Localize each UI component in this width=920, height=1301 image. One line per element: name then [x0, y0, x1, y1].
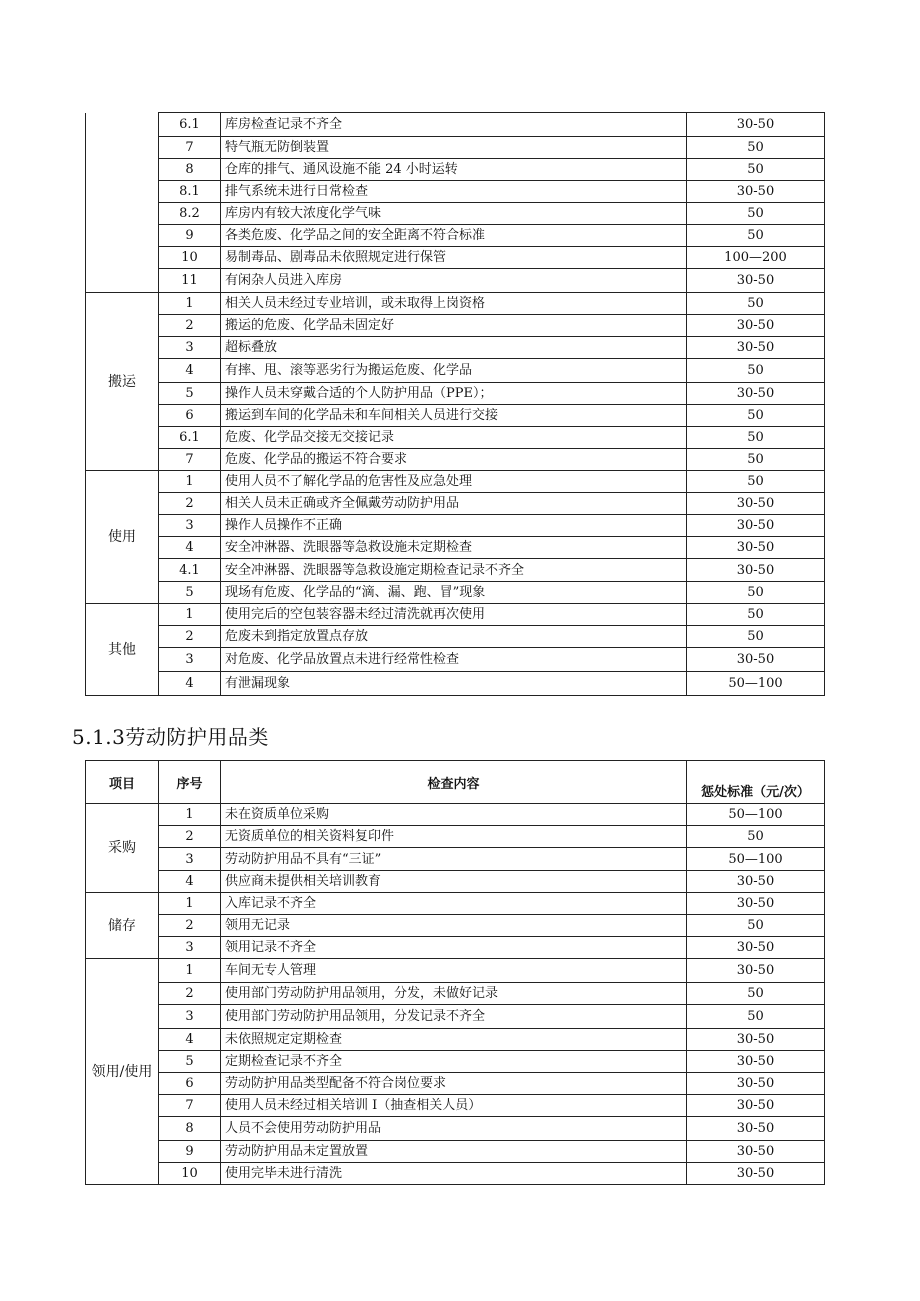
table-row [86, 1029, 825, 1051]
penalty-cell: 30-50 [687, 493, 825, 515]
penalty-cell: 30-50 [687, 181, 825, 203]
table-row [86, 893, 825, 915]
header-penalty: 惩处标准（元/次） [687, 761, 825, 804]
serial-number-cell: 6 [159, 1073, 221, 1095]
table-row [86, 137, 825, 159]
penalty-cell: 50 [687, 582, 825, 604]
penalty-cell: 50 [687, 203, 825, 225]
serial-number-cell: 1 [159, 471, 221, 493]
penalty-cell: 30-50 [687, 871, 825, 893]
serial-number-cell: 3 [159, 1005, 221, 1029]
serial-number-cell: 10 [159, 1163, 221, 1185]
serial-number-cell: 6.1 [159, 427, 221, 449]
table-row [86, 1141, 825, 1163]
check-content-cell: 有闲杂人员进入库房 [221, 269, 687, 293]
serial-number-cell: 1 [159, 804, 221, 826]
check-content-cell: 定期检查记录不齐全 [221, 1051, 687, 1073]
check-content-cell: 车间无专人管理 [221, 959, 687, 983]
serial-number-cell: 6 [159, 405, 221, 427]
category-cell: 领用/使用 [86, 959, 159, 1185]
penalty-cell: 50 [687, 449, 825, 471]
penalty-cell: 30-50 [687, 1051, 825, 1073]
table-row [86, 405, 825, 427]
table-row [86, 848, 825, 871]
serial-number-cell: 5 [159, 582, 221, 604]
penalty-cell: 50 [687, 405, 825, 427]
check-content-cell: 搬运到车间的化学品未和车间相关人员进行交接 [221, 405, 687, 427]
table-row [86, 626, 825, 648]
serial-number-cell: 3 [159, 848, 221, 871]
header-item: 项目 [86, 761, 159, 804]
penalty-cell: 30-50 [687, 337, 825, 359]
table-row [86, 672, 825, 696]
penalty-cell: 50 [687, 427, 825, 449]
table-row [86, 1163, 825, 1185]
penalty-cell: 30-50 [687, 515, 825, 537]
serial-number-cell: 11 [159, 269, 221, 293]
check-content-cell: 危废、化学品交接无交接记录 [221, 427, 687, 449]
serial-number-cell: 1 [159, 959, 221, 983]
serial-number-cell: 4 [159, 359, 221, 383]
table-row [86, 1005, 825, 1029]
category-cell: 采购 [86, 804, 159, 893]
category-cell: 储存 [86, 893, 159, 959]
penalty-cell: 50—100 [687, 672, 825, 696]
check-content-cell: 劳动防护用品类型配备不符合岗位要求 [221, 1073, 687, 1095]
check-content-cell: 使用完后的空包装容器未经过清洗就再次使用 [221, 604, 687, 626]
check-content-cell: 未依照规定定期检查 [221, 1029, 687, 1051]
penalty-cell: 100—200 [687, 247, 825, 269]
table-row [86, 337, 825, 359]
penalty-cell: 30-50 [687, 1163, 825, 1185]
inspection-table-continued [85, 112, 825, 696]
penalty-cell: 30-50 [687, 893, 825, 915]
table-row [86, 537, 825, 559]
penalty-cell: 30-50 [687, 1029, 825, 1051]
table-row [86, 983, 825, 1005]
table-row [86, 604, 825, 626]
serial-number-cell: 1 [159, 604, 221, 626]
check-content-cell: 安全冲淋器、洗眼器等急救设施未定期检查 [221, 537, 687, 559]
table-row [86, 1117, 825, 1141]
check-content-cell: 现场有危废、化学品的“滴、漏、跑、冒”现象 [221, 582, 687, 604]
check-content-cell: 各类危废、化学品之间的安全距离不符合标准 [221, 225, 687, 247]
table-row [86, 269, 825, 293]
table-row [86, 1051, 825, 1073]
table-row [86, 826, 825, 848]
check-content-cell: 未在资质单位采购 [221, 804, 687, 826]
serial-number-cell: 8.1 [159, 181, 221, 203]
serial-number-cell: 1 [159, 293, 221, 315]
table-row [86, 1095, 825, 1117]
table-row [86, 582, 825, 604]
table2-body [86, 804, 825, 1185]
check-content-cell: 使用完毕未进行清洗 [221, 1163, 687, 1185]
check-content-cell: 供应商未提供相关培训教育 [221, 871, 687, 893]
serial-number-cell: 1 [159, 893, 221, 915]
table-row [86, 113, 825, 137]
check-content-cell: 仓库的排气、通风设施不能 24 小时运转 [221, 159, 687, 181]
table-row [86, 247, 825, 269]
check-content-cell: 库房内有较大浓度化学气味 [221, 203, 687, 225]
penalty-cell: 50 [687, 471, 825, 493]
penalty-cell: 30-50 [687, 1141, 825, 1163]
check-content-cell: 操作人员未穿戴合适的个人防护用品（PPE）； [221, 383, 687, 405]
category-cell [86, 113, 159, 293]
penalty-cell: 50—100 [687, 804, 825, 826]
check-content-cell: 安全冲淋器、洗眼器等急救设施定期检查记录不齐全 [221, 559, 687, 582]
section-heading: 5.1.3劳动防护用品类 [72, 725, 269, 749]
category-cell: 其他 [86, 604, 159, 696]
serial-number-cell: 8 [159, 159, 221, 181]
penalty-cell: 30-50 [687, 1073, 825, 1095]
penalty-cell: 30-50 [687, 559, 825, 582]
table-row [86, 937, 825, 959]
table1-body [86, 113, 825, 696]
check-content-cell: 搬运的危废、化学品未固定好 [221, 315, 687, 337]
check-content-cell: 相关人员未经过专业培训，或未取得上岗资格 [221, 293, 687, 315]
check-content-cell: 入库记录不齐全 [221, 893, 687, 915]
table-row [86, 471, 825, 493]
serial-number-cell: 3 [159, 515, 221, 537]
serial-number-cell: 9 [159, 1141, 221, 1163]
penalty-cell: 30-50 [687, 937, 825, 959]
check-content-cell: 排气系统未进行日常检查 [221, 181, 687, 203]
check-content-cell: 超标叠放 [221, 337, 687, 359]
serial-number-cell: 3 [159, 937, 221, 959]
serial-number-cell: 10 [159, 247, 221, 269]
header-content: 检查内容 [221, 761, 687, 804]
serial-number-cell: 7 [159, 449, 221, 471]
check-content-cell: 使用部门劳动防护用品领用，分发，未做好记录 [221, 983, 687, 1005]
serial-number-cell: 2 [159, 983, 221, 1005]
serial-number-cell: 3 [159, 648, 221, 672]
table-row [86, 515, 825, 537]
table-row [86, 493, 825, 515]
penalty-cell: 30-50 [687, 269, 825, 293]
table-row [86, 1073, 825, 1095]
check-content-cell: 使用人员不了解化学品的危害性及应急处理 [221, 471, 687, 493]
check-content-cell: 有摔、甩、滚等恶劣行为搬运危废、化学品 [221, 359, 687, 383]
table-header-row [86, 761, 825, 804]
serial-number-cell: 4 [159, 537, 221, 559]
penalty-cell: 30-50 [687, 1117, 825, 1141]
serial-number-cell: 2 [159, 915, 221, 937]
table-row [86, 225, 825, 247]
table-row [86, 359, 825, 383]
penalty-cell: 50 [687, 359, 825, 383]
serial-number-cell: 7 [159, 137, 221, 159]
table-row [86, 427, 825, 449]
table-row [86, 559, 825, 582]
serial-number-cell: 2 [159, 626, 221, 648]
serial-number-cell: 6.1 [159, 113, 221, 137]
penalty-cell: 30-50 [687, 315, 825, 337]
serial-number-cell: 2 [159, 315, 221, 337]
check-content-cell: 劳动防护用品不具有“三证” [221, 848, 687, 871]
serial-number-cell: 5 [159, 1051, 221, 1073]
check-content-cell: 领用记录不齐全 [221, 937, 687, 959]
check-content-cell: 使用人员未经过相关培训 I（抽查相关人员） [221, 1095, 687, 1117]
serial-number-cell: 4 [159, 1029, 221, 1051]
serial-number-cell: 4.1 [159, 559, 221, 582]
serial-number-cell: 8.2 [159, 203, 221, 225]
serial-number-cell: 9 [159, 225, 221, 247]
serial-number-cell: 5 [159, 383, 221, 405]
penalty-cell: 30-50 [687, 648, 825, 672]
penalty-cell: 50 [687, 225, 825, 247]
serial-number-cell: 2 [159, 493, 221, 515]
serial-number-cell: 8 [159, 1117, 221, 1141]
serial-number-cell: 3 [159, 337, 221, 359]
penalty-cell: 30-50 [687, 383, 825, 405]
check-content-cell: 危废未到指定放置点存放 [221, 626, 687, 648]
header-no: 序号 [159, 761, 221, 804]
ppe-inspection-table [85, 760, 825, 1185]
table-row [86, 804, 825, 826]
table-row [86, 871, 825, 893]
check-content-cell: 无资质单位的相关资料复印件 [221, 826, 687, 848]
penalty-cell: 50 [687, 293, 825, 315]
penalty-cell: 50 [687, 915, 825, 937]
table-row [86, 315, 825, 337]
serial-number-cell: 2 [159, 826, 221, 848]
penalty-cell: 50 [687, 159, 825, 181]
penalty-cell: 30-50 [687, 1095, 825, 1117]
table-row [86, 383, 825, 405]
check-content-cell: 人员不会使用劳动防护用品 [221, 1117, 687, 1141]
check-content-cell: 对危废、化学品放置点未进行经常性检查 [221, 648, 687, 672]
penalty-cell: 50 [687, 826, 825, 848]
table-row [86, 915, 825, 937]
serial-number-cell: 7 [159, 1095, 221, 1117]
check-content-cell: 易制毒品、剧毒品未依照规定进行保管 [221, 247, 687, 269]
table-row [86, 293, 825, 315]
check-content-cell: 使用部门劳动防护用品领用，分发记录不齐全 [221, 1005, 687, 1029]
table-row [86, 203, 825, 225]
penalty-cell: 30-50 [687, 959, 825, 983]
serial-number-cell: 4 [159, 871, 221, 893]
check-content-cell: 库房检查记录不齐全 [221, 113, 687, 137]
check-content-cell: 危废、化学品的搬运不符合要求 [221, 449, 687, 471]
table-row [86, 159, 825, 181]
penalty-cell: 50 [687, 137, 825, 159]
table-row [86, 959, 825, 983]
penalty-cell: 30-50 [687, 537, 825, 559]
penalty-cell: 50 [687, 1005, 825, 1029]
table-row [86, 648, 825, 672]
serial-number-cell: 4 [159, 672, 221, 696]
check-content-cell: 特气瓶无防倒装置 [221, 137, 687, 159]
penalty-cell: 30-50 [687, 113, 825, 137]
penalty-cell: 50 [687, 626, 825, 648]
penalty-cell: 50 [687, 604, 825, 626]
check-content-cell: 操作人员操作不正确 [221, 515, 687, 537]
category-cell: 搬运 [86, 293, 159, 471]
check-content-cell: 有泄漏现象 [221, 672, 687, 696]
table-row [86, 449, 825, 471]
check-content-cell: 劳动防护用品未定置放置 [221, 1141, 687, 1163]
table-row [86, 181, 825, 203]
penalty-cell: 50 [687, 983, 825, 1005]
penalty-cell: 50—100 [687, 848, 825, 871]
category-cell: 使用 [86, 471, 159, 604]
check-content-cell: 领用无记录 [221, 915, 687, 937]
check-content-cell: 相关人员未正确或齐全佩戴劳动防护用品 [221, 493, 687, 515]
